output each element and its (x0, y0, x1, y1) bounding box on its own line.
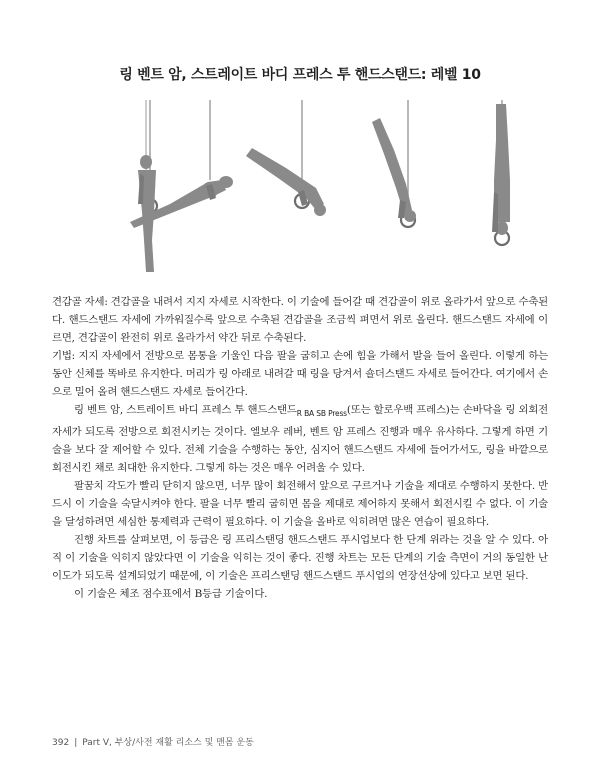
abbreviation-subscript: R BA SB Press (296, 409, 347, 419)
paragraph-technique: 기법: 지지 자세에서 전방으로 몸통을 기울인 다음 팔을 굽히고 손에 힘을 가해서 발을 들어 올린다. 이렇게 하는 동안 신체를 똑바로 유지한다. 머리가 링 아래로 내려갈 때 링을 당겨서 숄더스탠드 자세로 들어간다. 여기에서 손으로 밀어 올려 핸드스탠드 자세로 들어간다. (52, 350, 548, 398)
page-footer (52, 735, 254, 748)
paragraph-progression-chart: 진행 차트를 살펴보면, 이 등급은 링 프리스탠딩 핸드스탠드 푸시업보다 한 단계 위라는 것을 알 수 있다. 아직 이 기술을 익히지 않았다면 이 기술을 익히는 것이 좋다. 진행 차트는 모든 단계의 기술 측면이 거의 동일한 난이도가 되도록 설계되었기 때문에, 이 기술은 프리스탠딩 핸드스탠드 푸시업의 연장선상에 있다고 보면 된다. (52, 534, 548, 583)
paragraph-scapular-position: 견갑골 자세: 견갑골을 내려서 지지 자세로 시작한다. 이 기술에 들어갈 때 견갑골이 위로 올라가서 앞으로 수축된다. 핸드스탠드 자세에 가까워질수록 앞으로 수축된 견갑골을 조금씩 펴면서 위로 올린다. 핸드스탠드 자세에 이르면, 견갑골이 완전히 위로 올라가서 약간 뒤로 수축된다. (52, 296, 548, 344)
paragraph-description-lead: 링 벤트 암, 스트레이트 바디 프레스 투 핸드스탠드 (74, 404, 297, 416)
paragraph-description-rest: (또는 할로우백 프레스)는 손바닥을 링 외회전 자세가 되도록 전방으로 회전시키는 것이다. 엘보우 레버, 벤트 암 프레스 진행과 매우 유사하다. 그렇게 하면 기술을 보다 잘 제어할 수 있다. 전체 기술을 수행하는 동안, 심지어 핸드스탠드 자세에 들어가서도, 링을 바깥으로 회전시킨 채로 최대한 유지한다. 그렇게 하는 것은 매우 어려울 수 있다. (52, 404, 548, 475)
page-title: 링 벤트 암, 스트레이트 바디 프레스 투 핸드스탠드: 레벨 10 (119, 67, 481, 83)
figure-support-position (138, 100, 157, 272)
footer-section: Part V, 부상/사전 재활 리소스 및 맨몸 운동 (82, 738, 254, 748)
footer-separator: | (74, 738, 78, 748)
paragraph-grade: 이 기술은 체조 점수표에서 B등급 기술이다. (74, 588, 268, 601)
page-number: 392 (52, 738, 70, 748)
figure-shoulder-stand (372, 100, 416, 227)
paragraph-description (52, 401, 548, 477)
paragraph-elbow-angle: 팔꿈치 각도가 빨리 닫히지 않으면, 너무 많이 회전해서 앞으로 구르거나 기술을 제대로 수행하지 못한다. 반드시 이 기술을 숙달시켜야 한다. 팔을 너무 빨리 굽히면 몸을 제대로 제어하지 못해서 회전시킬 수 없다. 이 기술을 달성하려면 세심한 통제력과 근력이 필요하다. 이 기술을 올바로 익히려면 많은 연습이 필요하다. (52, 480, 548, 529)
figure-handstand (492, 100, 510, 245)
figure-press-diagonal (246, 100, 326, 216)
body-text (52, 293, 548, 603)
gymnast-ring-sequence-illustration (110, 100, 530, 280)
